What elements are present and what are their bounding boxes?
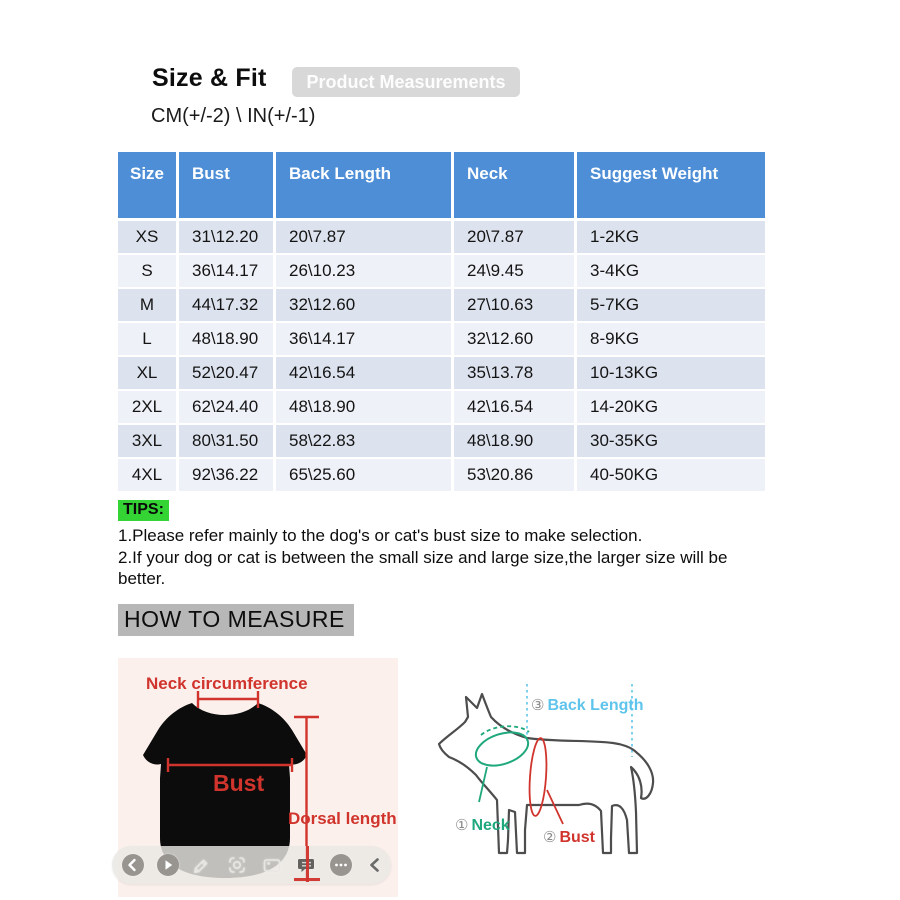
table-cell: 1-2KG xyxy=(577,221,765,253)
table-row xyxy=(118,323,765,355)
table-cell: 44\17.32 xyxy=(179,289,273,321)
neck-label: ① Neck xyxy=(455,817,510,834)
table-cell: 27\10.63 xyxy=(454,289,574,321)
tip-item: 2.If your dog or cat is between the small size and large size,the larger size will be better. xyxy=(118,547,728,588)
more-icon[interactable] xyxy=(329,853,353,877)
table-cell: 20\7.87 xyxy=(276,221,451,253)
column-header: Size xyxy=(118,152,176,218)
table-cell: 42\16.54 xyxy=(454,391,574,423)
table-cell: 24\9.45 xyxy=(454,255,574,287)
page-title: Size & Fit xyxy=(152,64,267,92)
table-row xyxy=(118,255,765,287)
scan-icon[interactable] xyxy=(225,853,249,877)
column-header: Neck xyxy=(454,152,574,218)
table-cell: L xyxy=(118,323,176,355)
table-cell: 40-50KG xyxy=(577,459,765,491)
column-header: Back Length xyxy=(276,152,451,218)
table-cell: XL xyxy=(118,357,176,389)
table-row xyxy=(118,459,765,491)
table-cell: 58\22.83 xyxy=(276,425,451,457)
pencil-icon[interactable] xyxy=(190,853,214,877)
table-row xyxy=(118,221,765,253)
table-cell: 14-20KG xyxy=(577,391,765,423)
table-cell: M xyxy=(118,289,176,321)
camera-icon[interactable] xyxy=(260,853,284,877)
table-cell: XS xyxy=(118,221,176,253)
table-cell: 92\36.22 xyxy=(179,459,273,491)
tips-section xyxy=(118,500,770,590)
tips-label: TIPS: xyxy=(118,500,169,521)
table-cell: 80\31.50 xyxy=(179,425,273,457)
dorsal-line-end-cap xyxy=(294,878,320,881)
label-number: ③ xyxy=(531,697,545,714)
units-note: CM(+/-2) \ IN(+/-1) xyxy=(151,105,316,127)
bust-label-dog: ② Bust xyxy=(543,829,596,846)
neck-circumference-label: Neck circumference xyxy=(146,674,308,693)
table-cell: 26\10.23 xyxy=(276,255,451,287)
bust-girth xyxy=(527,738,563,824)
table-row xyxy=(118,289,765,321)
size-table-body xyxy=(118,221,765,491)
label-number: ① xyxy=(455,817,469,834)
table-cell: 48\18.90 xyxy=(276,391,451,423)
size-table xyxy=(118,152,765,493)
dorsal-length-label: Dorsal length xyxy=(288,809,397,828)
table-cell: 52\20.47 xyxy=(179,357,273,389)
back-icon[interactable] xyxy=(121,853,145,877)
table-cell: 36\14.17 xyxy=(179,255,273,287)
column-header: Suggest Weight xyxy=(577,152,765,218)
table-cell: 31\12.20 xyxy=(179,221,273,253)
table-row xyxy=(118,391,765,423)
table-cell: 4XL xyxy=(118,459,176,491)
bust-label: Bust xyxy=(213,770,265,796)
table-cell: 62\24.40 xyxy=(179,391,273,423)
screenshot-toolbar[interactable] xyxy=(112,846,391,884)
dog-measure-diagram xyxy=(435,672,765,867)
table-cell: 53\20.86 xyxy=(454,459,574,491)
table-cell: 8-9KG xyxy=(577,323,765,355)
chevron-left-icon[interactable] xyxy=(363,853,387,877)
table-cell: 5-7KG xyxy=(577,289,765,321)
table-cell: 42\16.54 xyxy=(276,357,451,389)
table-cell: 36\14.17 xyxy=(276,323,451,355)
table-cell: 20\7.87 xyxy=(454,221,574,253)
how-to-measure-heading: HOW TO MEASURE xyxy=(118,604,354,636)
table-cell: 10-13KG xyxy=(577,357,765,389)
table-cell: S xyxy=(118,255,176,287)
table-cell: 30-35KG xyxy=(577,425,765,457)
table-cell: 65\25.60 xyxy=(276,459,451,491)
table-cell: 3-4KG xyxy=(577,255,765,287)
table-cell: 3XL xyxy=(118,425,176,457)
table-cell: 32\12.60 xyxy=(454,323,574,355)
table-cell: 2XL xyxy=(118,391,176,423)
column-header: Bust xyxy=(179,152,273,218)
table-cell: 32\12.60 xyxy=(276,289,451,321)
table-cell: 48\18.90 xyxy=(454,425,574,457)
dorsal-line-overlay xyxy=(306,846,309,882)
table-cell: 48\18.90 xyxy=(179,323,273,355)
label-number: ② xyxy=(543,829,557,846)
play-icon[interactable] xyxy=(156,853,180,877)
back-length-label: ③ Back Length xyxy=(531,697,644,714)
product-measurements-tab[interactable]: Product Measurements xyxy=(292,67,520,97)
tip-item: 1.Please refer mainly to the dog's or cat's bust size to make selection. xyxy=(118,526,643,545)
table-row xyxy=(118,357,765,389)
table-header-row xyxy=(118,152,765,218)
back-length-guides xyxy=(527,684,632,757)
table-row xyxy=(118,425,765,457)
table-cell: 35\13.78 xyxy=(454,357,574,389)
